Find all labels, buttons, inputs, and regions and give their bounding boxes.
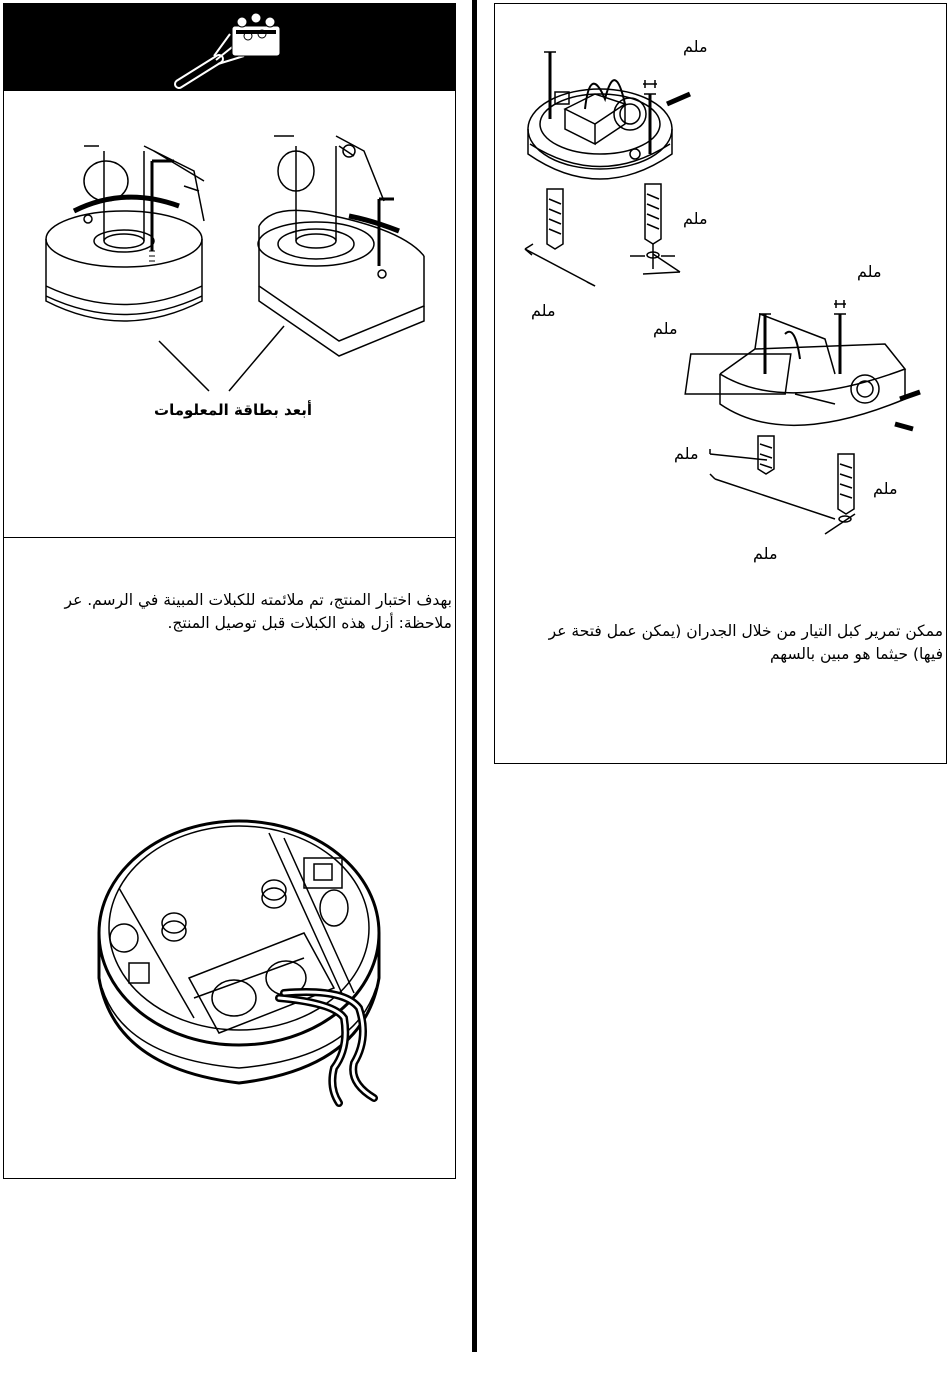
cable-instruction-line-1: بهدف اختبار المنتج، تم ملائمته للكبلات المبينة في الرسم. عر bbox=[64, 591, 452, 609]
header-panel bbox=[3, 3, 456, 91]
dimension-label-4: ملم bbox=[531, 301, 556, 320]
lamp-base-illustration bbox=[4, 91, 457, 539]
terminal-block-wire-icon bbox=[4, 4, 457, 92]
mounting-panel bbox=[494, 3, 947, 764]
dimension-label-3: ملم bbox=[857, 262, 882, 281]
dimension-label-5: ملم bbox=[653, 319, 678, 338]
column-divider bbox=[472, 0, 477, 1352]
cable-instruction-line-2: ملاحظة: أزل هذه الكبلات قبل توصيل المنتج. bbox=[167, 614, 452, 632]
mounting-instruction-line-1: ممكن تمرير كبل التيار من خلال الجدران (يمكن عمل فتحة عر bbox=[548, 622, 943, 640]
dimension-label-1: ملم bbox=[683, 37, 708, 56]
base-with-cables-illustration bbox=[4, 538, 457, 1180]
dimension-label-2: ملم bbox=[683, 209, 708, 228]
lamp-panel bbox=[3, 90, 456, 538]
callout-label: أبعد بطاقة المعلومات bbox=[154, 401, 312, 419]
cable-panel bbox=[3, 537, 456, 1179]
dimension-label-8: ملم bbox=[753, 544, 778, 563]
dimension-label-6: ملم bbox=[674, 444, 699, 463]
dimension-label-7: ملم bbox=[873, 479, 898, 498]
mounting-instruction-line-2: فيها) حيثما هو مبين بالسهم bbox=[769, 645, 943, 663]
